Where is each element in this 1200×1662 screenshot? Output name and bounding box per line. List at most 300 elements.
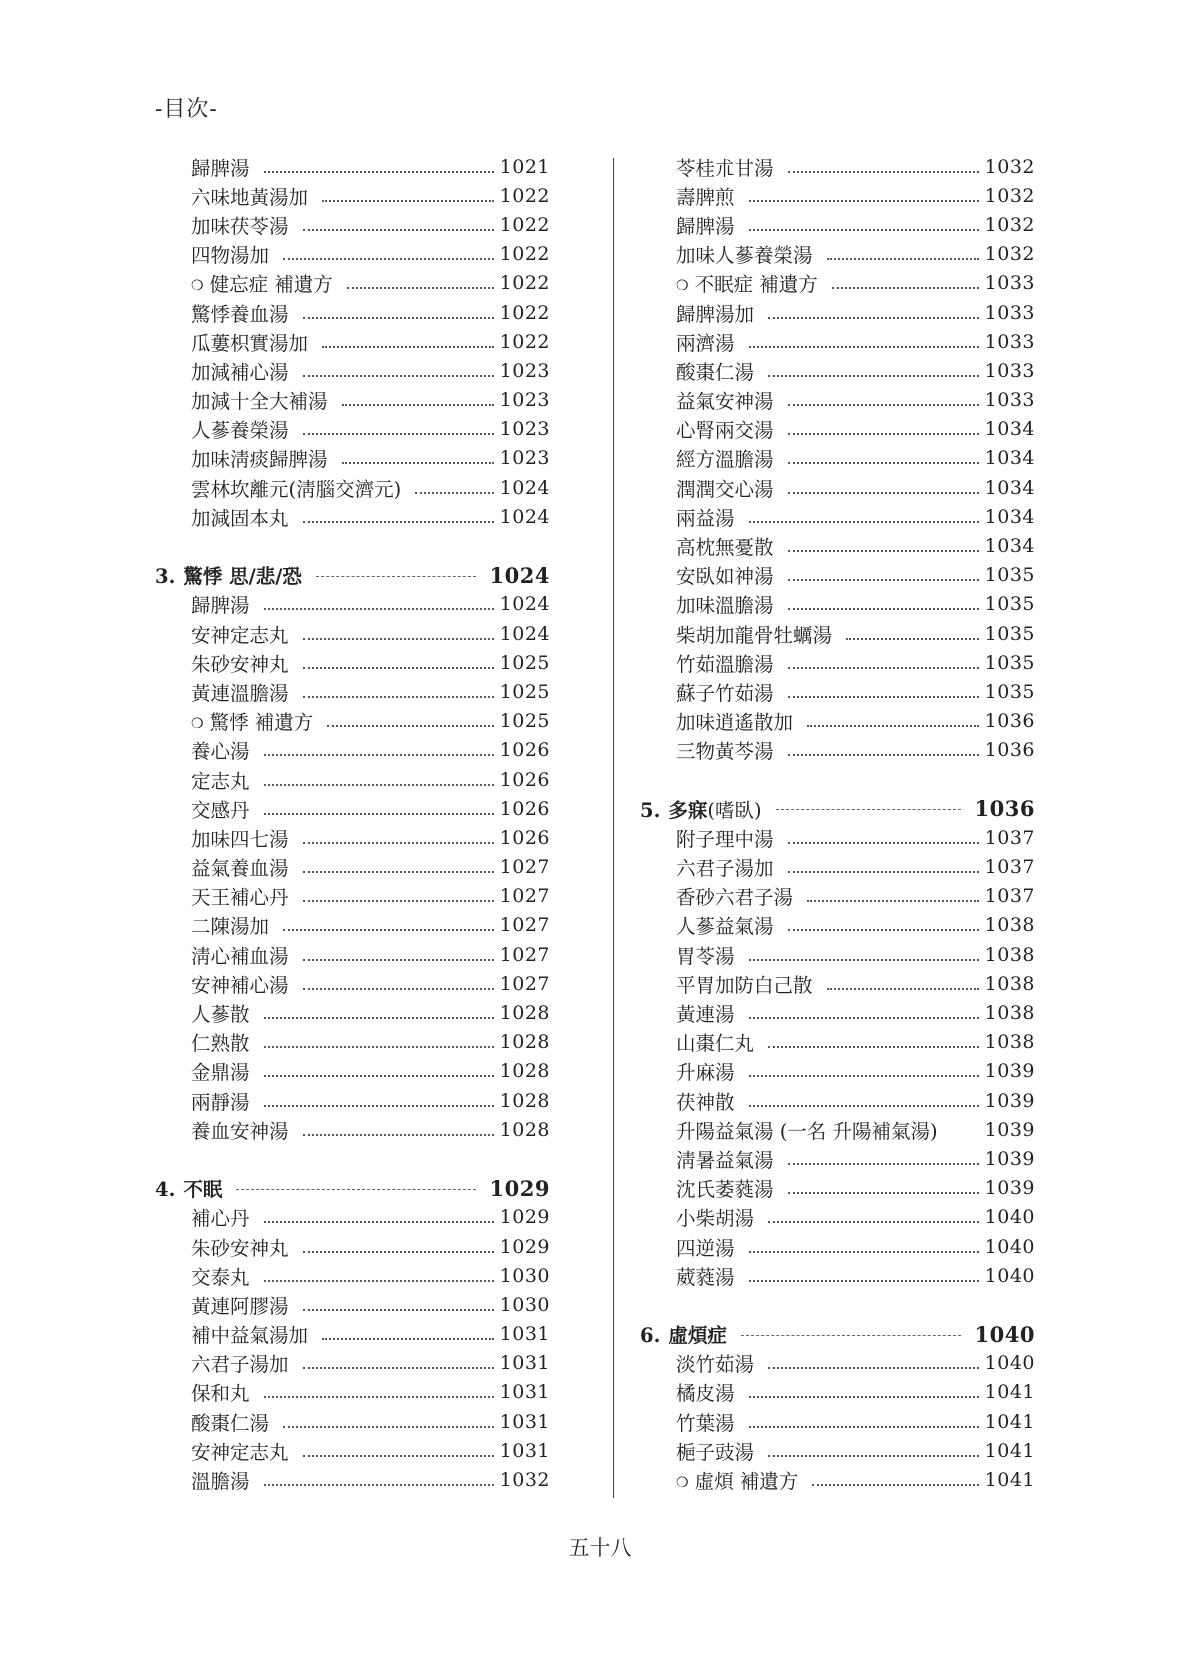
dot-leader xyxy=(788,579,979,581)
toc-entry xyxy=(640,823,1035,852)
toc-label xyxy=(191,1291,289,1319)
toc-label xyxy=(676,590,774,618)
dot-leader xyxy=(827,988,979,990)
toc-entry xyxy=(640,853,1035,882)
toc-spacer xyxy=(640,1290,1035,1319)
toc-label-text: 不眠 xyxy=(183,1178,223,1202)
page-number: 五十八 xyxy=(568,1536,632,1560)
toc-entry xyxy=(155,1407,550,1436)
dot-leader xyxy=(749,1105,979,1107)
toc-page-number: 1041 xyxy=(984,1469,1035,1492)
toc-entry xyxy=(640,707,1035,736)
toc-label-text: 加味淸痰歸脾湯 xyxy=(191,448,328,472)
toc-entry xyxy=(155,1320,550,1349)
toc-page-number: 1025 xyxy=(499,680,550,703)
toc-label-text: 黃連阿膠湯 xyxy=(191,1294,289,1318)
toc-label xyxy=(676,1408,735,1436)
toc-label-text: 加味逍遙散加 xyxy=(676,711,794,735)
toc-label-text: 保和丸 xyxy=(191,1382,250,1406)
toc-entry xyxy=(155,794,550,823)
toc-label-text: 朱砂安神丸 xyxy=(191,1236,289,1260)
toc-label-text: 附子理中湯 xyxy=(676,827,774,851)
dot-leader xyxy=(264,171,494,173)
toc-label xyxy=(676,269,818,297)
toc-section-heading xyxy=(640,794,1035,823)
toc-entry xyxy=(640,1349,1035,1378)
toc-page-number: 1034 xyxy=(984,505,1035,528)
toc-entry xyxy=(640,648,1035,677)
toc-label xyxy=(191,299,289,327)
dot-leader xyxy=(749,200,979,202)
toc-section-heading xyxy=(640,1320,1035,1349)
toc-page-number: 1028 xyxy=(499,1031,550,1054)
toc-entry xyxy=(155,1349,550,1378)
toc-label xyxy=(676,211,735,239)
dot-leader xyxy=(749,346,979,348)
dot-leader xyxy=(342,462,494,464)
toc-label-text: 淡竹茹湯 xyxy=(676,1353,755,1377)
toc-label-text: 歸脾湯 xyxy=(191,594,250,618)
toc-label-text: 歸脾湯加 xyxy=(676,302,755,326)
toc-label-text: 健忘症 補遺方 xyxy=(209,273,333,297)
toc-label-text: 三物黃芩湯 xyxy=(676,740,774,764)
dot-leader xyxy=(264,1017,494,1019)
toc-label xyxy=(676,357,754,385)
toc-entry xyxy=(640,1261,1035,1290)
toc-page-number: 1035 xyxy=(984,564,1035,587)
toc-label xyxy=(676,474,774,502)
dot-leader xyxy=(768,1221,979,1223)
toc-entry xyxy=(155,1261,550,1290)
toc-page-number: 1035 xyxy=(984,622,1035,645)
toc-label xyxy=(676,1466,798,1494)
dot-leader xyxy=(322,1338,494,1340)
dot-leader xyxy=(303,433,494,435)
toc-label-text: 驚悸 思/悲/恐 xyxy=(183,565,302,589)
toc-entry xyxy=(640,1174,1035,1203)
toc-entry xyxy=(640,444,1035,473)
toc-entry xyxy=(155,707,550,736)
toc-label xyxy=(676,1203,754,1231)
toc-label-text: 益氣安神湯 xyxy=(676,390,774,414)
dot-leader xyxy=(768,1455,979,1457)
toc-label xyxy=(191,707,313,735)
toc-entry xyxy=(155,619,550,648)
toc-label-text: 兩益湯 xyxy=(676,506,735,530)
toc-entry xyxy=(640,298,1035,327)
toc-page-number: 1039 xyxy=(984,1147,1035,1170)
dot-leader xyxy=(788,404,979,406)
toc-label xyxy=(676,532,774,560)
dot-leader xyxy=(788,492,979,494)
toc-label xyxy=(191,678,289,706)
toc-label xyxy=(191,1057,250,1085)
toc-label-text: 加味溫膽湯 xyxy=(676,594,774,618)
toc-entry xyxy=(640,415,1035,444)
toc-label-text: 安神定志丸 xyxy=(191,623,289,647)
toc-label xyxy=(191,1028,250,1056)
toc-entry xyxy=(155,677,550,706)
toc-label-text: 加減十全大補湯 xyxy=(191,390,328,414)
toc-label-text: 虛煩 補遺方 xyxy=(694,1470,799,1494)
toc-entry xyxy=(640,473,1035,502)
dot-leader xyxy=(749,1075,979,1077)
toc-label-text: 人蔘散 xyxy=(191,1003,250,1027)
toc-label-text: 潤潤交心湯 xyxy=(676,477,774,501)
toc-label xyxy=(676,299,754,327)
toc-page-number: 1041 xyxy=(984,1381,1035,1404)
toc-entry xyxy=(640,590,1035,619)
toc-label-text: 補心丹 xyxy=(191,1207,250,1231)
toc-label xyxy=(191,1233,289,1261)
toc-label-text: 虛煩症 xyxy=(668,1324,727,1348)
toc-entry xyxy=(640,327,1035,356)
toc-label-text: 黃連溫膽湯 xyxy=(191,681,289,705)
dot-leader xyxy=(776,809,961,810)
toc-page-number: 1025 xyxy=(499,710,550,733)
toc-page-number: 1026 xyxy=(499,768,550,791)
circle-bullet-icon: ❍ xyxy=(191,716,204,733)
dot-leader xyxy=(788,842,979,844)
toc-label xyxy=(676,649,774,677)
dot-leader xyxy=(236,1189,475,1190)
toc-page-number: 1040 xyxy=(974,1321,1035,1347)
toc-label-text: 六味地黃湯加 xyxy=(191,185,309,209)
dot-leader xyxy=(303,1367,494,1369)
dot-leader xyxy=(264,1221,494,1223)
toc-label xyxy=(191,970,289,998)
toc-page-number: 1041 xyxy=(984,1410,1035,1433)
toc-entry xyxy=(155,269,550,298)
toc-label xyxy=(191,328,308,356)
toc-page-number: 1039 xyxy=(984,1177,1035,1200)
toc-spacer xyxy=(155,1144,550,1173)
dot-leader xyxy=(832,287,979,289)
dot-leader xyxy=(327,725,493,727)
toc-entry xyxy=(155,1465,550,1494)
dot-leader xyxy=(303,638,494,640)
toc-page-number: 1034 xyxy=(984,447,1035,470)
toc-label xyxy=(191,590,250,618)
toc-column-left xyxy=(155,152,550,1495)
column-divider xyxy=(613,158,614,1498)
toc-entry xyxy=(155,386,550,415)
dot-leader xyxy=(788,696,979,698)
toc-label-text: 兩濟湯 xyxy=(676,331,735,355)
toc-entry xyxy=(155,648,550,677)
toc-label-text: 瓜蔞枳實湯加 xyxy=(191,331,309,355)
toc-entry xyxy=(640,1407,1035,1436)
toc-label xyxy=(676,970,813,998)
toc-label-text: 天王補心丹 xyxy=(191,886,289,910)
toc-page-number: 1037 xyxy=(984,885,1035,908)
toc-entry xyxy=(640,356,1035,385)
dot-leader xyxy=(264,1046,494,1048)
toc-page-number: 1023 xyxy=(499,418,550,441)
toc-label-text: 加減補心湯 xyxy=(191,360,289,384)
toc-label xyxy=(676,678,774,706)
dot-leader xyxy=(788,1163,979,1165)
toc-page-number: 1040 xyxy=(984,1264,1035,1287)
toc-page-number: 1039 xyxy=(984,1060,1035,1083)
toc-page-number: 1038 xyxy=(984,972,1035,995)
toc-label xyxy=(676,1262,735,1290)
toc-page-number: 1026 xyxy=(499,826,550,849)
dot-leader xyxy=(768,1046,979,1048)
toc-page-number: 1027 xyxy=(499,914,550,937)
toc-label xyxy=(191,736,250,764)
toc-entry xyxy=(155,590,550,619)
toc-label xyxy=(191,1087,250,1115)
toc-label xyxy=(191,1349,289,1377)
toc-entry xyxy=(155,298,550,327)
toc-label xyxy=(155,1174,222,1202)
toc-page-number: 1031 xyxy=(499,1323,550,1346)
toc-label xyxy=(676,853,774,881)
toc-page-number: 1024 xyxy=(499,476,550,499)
toc-page-number: 1033 xyxy=(984,330,1035,353)
circle-bullet-icon: ❍ xyxy=(191,278,204,295)
toc-label-text: 補中益氣湯加 xyxy=(191,1324,309,1348)
toc-label-text: 不眠症 補遺方 xyxy=(694,273,818,297)
toc-page-number: 1039 xyxy=(984,1118,1035,1141)
toc-label xyxy=(676,561,774,589)
toc-page-number: 1022 xyxy=(499,184,550,207)
toc-page-number: 1029 xyxy=(489,1175,550,1201)
toc-label-text: 定志丸 xyxy=(191,769,250,793)
toc-label-text: 四逆湯 xyxy=(676,1236,735,1260)
toc-label-text: 心腎兩交湯 xyxy=(676,419,774,443)
dot-leader xyxy=(788,608,979,610)
toc-entry xyxy=(640,1378,1035,1407)
dot-leader xyxy=(303,1455,494,1457)
toc-page-number: 1021 xyxy=(499,155,550,178)
toc-label-text: 人蔘益氣湯 xyxy=(676,915,774,939)
dot-leader xyxy=(303,229,494,231)
toc-section-heading xyxy=(155,561,550,590)
toc-label-text: 酸棗仁湯 xyxy=(191,1411,270,1435)
dot-leader xyxy=(303,521,494,523)
toc-entry xyxy=(155,1086,550,1115)
toc-page-number: 1028 xyxy=(499,1089,550,1112)
toc-entry xyxy=(155,210,550,239)
toc-label xyxy=(676,182,735,210)
toc-section-heading xyxy=(155,1174,550,1203)
toc-page-number: 1035 xyxy=(984,651,1035,674)
toc-label-text: 人蔘養榮湯 xyxy=(191,419,289,443)
toc-entry xyxy=(640,911,1035,940)
dot-leader xyxy=(788,871,979,873)
toc-label-text: 加味茯苓湯 xyxy=(191,214,289,238)
toc-label-text: 沈氏萎蕤湯 xyxy=(676,1178,774,1202)
toc-page-number: 1032 xyxy=(984,184,1035,207)
dot-leader xyxy=(303,871,494,873)
dot-leader xyxy=(303,1309,494,1311)
toc-page-number: 1034 xyxy=(984,535,1035,558)
toc-entry xyxy=(155,327,550,356)
toc-entry xyxy=(640,181,1035,210)
toc-page-number: 1022 xyxy=(499,243,550,266)
toc-label xyxy=(676,911,774,939)
dot-leader xyxy=(264,1075,494,1077)
toc-page-number: 1039 xyxy=(984,1089,1035,1112)
toc-page-number: 1040 xyxy=(984,1352,1035,1375)
toc-page-number: 1026 xyxy=(499,797,550,820)
toc-page-number: 1023 xyxy=(499,389,550,412)
toc-entry xyxy=(640,531,1035,560)
toc-entry xyxy=(155,356,550,385)
dot-leader xyxy=(303,317,494,319)
dot-leader xyxy=(788,929,979,931)
toc-label xyxy=(191,357,289,385)
toc-entry xyxy=(155,240,550,269)
toc-entry xyxy=(640,240,1035,269)
toc-entry xyxy=(155,1115,550,1144)
toc-entry xyxy=(640,677,1035,706)
toc-entry xyxy=(640,1086,1035,1115)
toc-entry xyxy=(640,386,1035,415)
toc-label xyxy=(676,941,735,969)
toc-label-text: 橘皮湯 xyxy=(676,1382,735,1406)
dot-leader xyxy=(303,375,494,377)
dot-leader xyxy=(264,608,494,610)
toc-page-number: 1032 xyxy=(499,1469,550,1492)
toc-entry xyxy=(155,181,550,210)
dot-leader xyxy=(264,1280,494,1282)
toc-label xyxy=(676,1174,774,1202)
dot-leader xyxy=(768,375,979,377)
toc-entry xyxy=(155,853,550,882)
toc-page-number: 1033 xyxy=(984,389,1035,412)
toc-label-text: 養心湯 xyxy=(191,740,250,764)
dot-leader xyxy=(827,258,979,260)
toc-label-text: 胃苓湯 xyxy=(676,944,735,968)
toc-entry xyxy=(640,1232,1035,1261)
toc-entry xyxy=(640,502,1035,531)
toc-label xyxy=(676,328,735,356)
dot-leader xyxy=(264,1396,494,1398)
toc-entry xyxy=(640,940,1035,969)
toc-page-number: 1031 xyxy=(499,1410,550,1433)
toc-label xyxy=(676,153,774,181)
toc-page-number: 1035 xyxy=(984,680,1035,703)
toc-label xyxy=(191,444,328,472)
toc-page-number: 1033 xyxy=(984,359,1035,382)
toc-page-number: 1041 xyxy=(984,1439,1035,1462)
dot-leader xyxy=(303,900,494,902)
toc-entry xyxy=(640,1144,1035,1173)
toc-label-text: 加減固本丸 xyxy=(191,506,289,530)
dot-leader xyxy=(788,433,979,435)
toc-label xyxy=(676,1233,735,1261)
toc-entry xyxy=(640,1203,1035,1232)
page-header-title: -目次- xyxy=(155,97,218,122)
dot-leader xyxy=(749,1251,979,1253)
toc-label xyxy=(676,999,735,1027)
dot-leader xyxy=(303,1251,494,1253)
dot-leader xyxy=(264,754,494,756)
section-number: 5. xyxy=(640,798,661,822)
toc-entry xyxy=(640,561,1035,590)
toc-label xyxy=(676,736,774,764)
toc-label xyxy=(191,795,250,823)
toc-label-text: 經方溫膽湯 xyxy=(676,448,774,472)
toc-label-text: 加味四七湯 xyxy=(191,827,289,851)
dot-leader xyxy=(316,576,476,577)
toc-label-note: (嗜臥) xyxy=(707,798,762,822)
toc-label-text: 金鼎湯 xyxy=(191,1061,250,1085)
dot-leader xyxy=(788,462,979,464)
dot-leader xyxy=(749,1426,979,1428)
toc-label-text: 四物湯加 xyxy=(191,244,270,268)
toc-label-text: 小柴胡湯 xyxy=(676,1207,755,1231)
dot-leader xyxy=(741,1335,961,1336)
dot-leader xyxy=(788,550,979,552)
toc-label xyxy=(676,1057,735,1085)
toc-label xyxy=(676,707,793,735)
toc-entry xyxy=(155,473,550,502)
toc-page-number: 1032 xyxy=(984,213,1035,236)
dot-leader xyxy=(415,492,493,494)
toc-entry xyxy=(155,1378,550,1407)
toc-entry xyxy=(640,969,1035,998)
toc-label xyxy=(191,474,401,502)
toc-entry xyxy=(640,736,1035,765)
toc-entry xyxy=(155,940,550,969)
dot-leader xyxy=(283,929,494,931)
toc-label-text: 梔子豉湯 xyxy=(676,1440,755,1464)
toc-page-number: 1031 xyxy=(499,1352,550,1375)
toc-entry xyxy=(155,152,550,181)
toc-label-text: 茯神散 xyxy=(676,1090,735,1114)
toc-label-text: 兩靜湯 xyxy=(191,1090,250,1114)
toc-page-number: 1029 xyxy=(499,1235,550,1258)
toc-entry xyxy=(640,1436,1035,1465)
toc-page-number: 1024 xyxy=(499,505,550,528)
dot-leader xyxy=(283,1426,494,1428)
toc-label-text: 交泰丸 xyxy=(191,1265,250,1289)
toc-column-right xyxy=(640,152,1035,1495)
dot-leader xyxy=(768,1367,979,1369)
toc-label xyxy=(676,1145,774,1173)
toc-entry xyxy=(155,1436,550,1465)
toc-entry xyxy=(155,1232,550,1261)
toc-label xyxy=(640,795,762,823)
dot-leader xyxy=(342,404,494,406)
toc-label xyxy=(676,1028,754,1056)
dot-leader xyxy=(264,784,494,786)
toc-label xyxy=(191,1320,308,1348)
toc-page-number: 1022 xyxy=(499,213,550,236)
toc-label xyxy=(191,649,289,677)
dot-leader xyxy=(264,813,494,815)
toc-label xyxy=(676,620,832,648)
toc-page-number: 1030 xyxy=(499,1293,550,1316)
section-number: 4. xyxy=(155,1178,176,1202)
toc-entry xyxy=(155,1057,550,1086)
toc-page-number: 1024 xyxy=(489,562,550,588)
toc-label-text: 酸棗仁湯 xyxy=(676,360,755,384)
toc-label-text: 葳蕤湯 xyxy=(676,1265,735,1289)
toc-page-number: 1036 xyxy=(984,710,1035,733)
toc-page-number: 1023 xyxy=(499,447,550,470)
toc-label-text: 香砂六君子湯 xyxy=(676,886,794,910)
toc-label-text: 仁熟散 xyxy=(191,1032,250,1056)
toc-label-text: 益氣養血湯 xyxy=(191,857,289,881)
toc-entry xyxy=(640,1465,1035,1494)
section-number: 6. xyxy=(640,1324,661,1348)
toc-label xyxy=(676,415,774,443)
